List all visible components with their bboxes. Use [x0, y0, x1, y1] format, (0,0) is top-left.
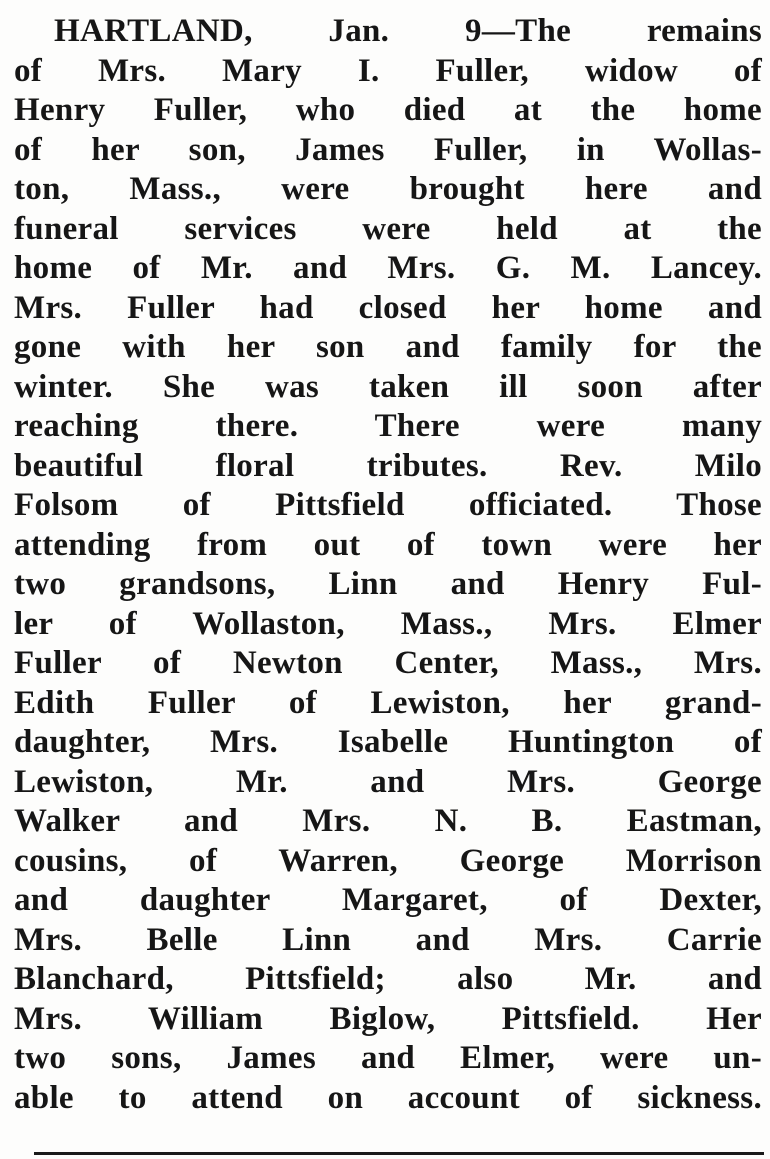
article-line: Blanchard, Pittsfield; also Mr. and — [14, 961, 762, 997]
article-line: gone with her son and family for the — [14, 329, 762, 365]
article-line: ler of Wollaston, Mass., Mrs. Elmer — [14, 605, 762, 642]
article-line: Mrs. Belle Linn and Mrs. Carrie — [14, 921, 762, 958]
article-line: home of Mr. and Mrs. G. M. Lancey. — [14, 250, 762, 286]
column-rule — [34, 1152, 764, 1155]
article-line: Edith Fuller of Lewiston, her grand- — [14, 684, 762, 721]
article-line: Mrs. Fuller had closed her home and — [14, 289, 762, 326]
article-line: and daughter Margaret, of Dexter, — [14, 882, 762, 918]
article-line: HARTLAND, Jan. 9—The remains — [54, 13, 762, 49]
article-line: of her son, James Fuller, in Wollas- — [14, 131, 762, 168]
article-line: funeral services were held at the — [14, 210, 762, 247]
article-line: Fuller of Newton Center, Mass., Mrs. — [14, 645, 762, 681]
article-line: Mrs. William Biglow, Pittsfield. Her — [14, 1000, 762, 1037]
article-line: reaching there. There were many — [14, 408, 762, 444]
article-line: able to attend on account of sickness. — [14, 1079, 762, 1116]
article-line: Henry Fuller, who died at the home — [14, 92, 762, 128]
article-line: of Mrs. Mary I. Fuller, widow of — [14, 52, 762, 89]
article-line: two grandsons, Linn and Henry Ful- — [14, 566, 762, 602]
obituary-article — [14, 12, 762, 1118]
article-line: beautiful floral tributes. Rev. Milo — [14, 447, 762, 484]
article-line: Folsom of Pittsfield officiated. Those — [14, 487, 762, 523]
article-line: cousins, of Warren, George Morrison — [14, 842, 762, 879]
article-line: daughter, Mrs. Isabelle Huntington of — [14, 724, 762, 760]
article-line: ton, Mass., were brought here and — [14, 171, 762, 207]
article-line: Walker and Mrs. N. B. Eastman, — [14, 803, 762, 839]
article-line: winter. She was taken ill soon after — [14, 368, 762, 405]
article-line: attending from out of town were her — [14, 526, 762, 563]
article-line: Lewiston, Mr. and Mrs. George — [14, 763, 762, 800]
article-line: two sons, James and Elmer, were un- — [14, 1040, 762, 1076]
